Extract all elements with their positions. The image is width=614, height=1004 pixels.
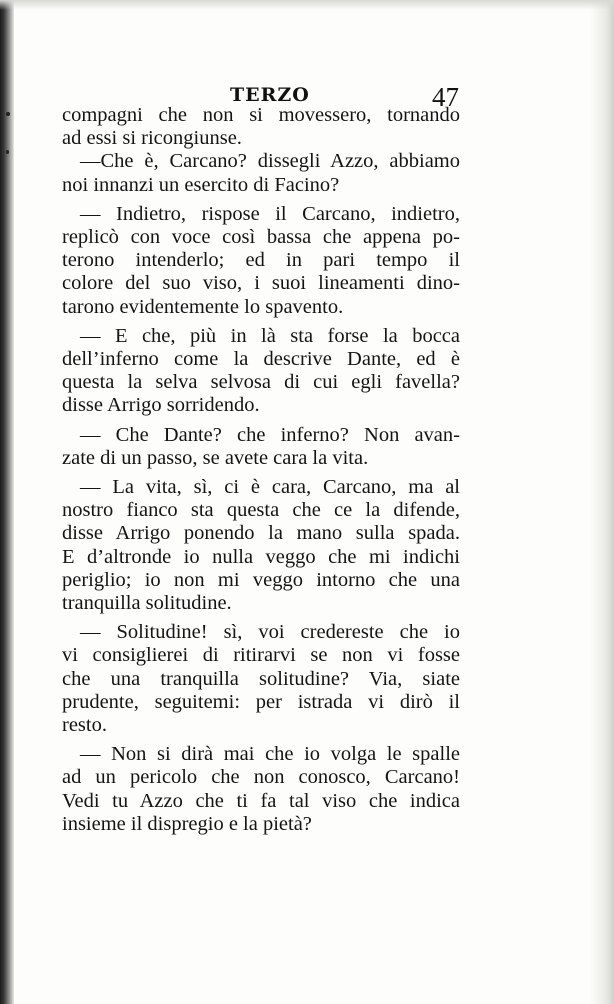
text-line: replicò con voce così bassa che appena po- (62, 226, 460, 249)
paragraph (62, 743, 460, 836)
text-line: ad un pericolo che non conosco, Carcano! (62, 766, 460, 789)
text-line: noi innanzi un esercito di Facino? (62, 173, 340, 196)
paragraph (62, 424, 460, 470)
text-line: periglio; io non mi veggo intorno che una (62, 568, 460, 591)
page-edge (590, 0, 614, 1004)
text-line: resto. (62, 714, 107, 737)
paragraph (62, 203, 460, 319)
text-line: — E che, più in là sta forse la bocca (80, 324, 460, 347)
text-line: E d’altronde io nulla veggo che mi indichi (62, 545, 460, 568)
text-line: insieme il dispregio e la pietà? (62, 812, 312, 835)
text-line: vi consiglierei di ritirarvi se non vi fosse (62, 644, 460, 667)
text-line: disse Arrigo sorridendo. (62, 394, 260, 417)
ink-mark (6, 112, 10, 116)
paragraph (62, 476, 460, 615)
page-number: 47 (432, 82, 459, 112)
text-line: — Non si dirà mai che io volga le spalle (80, 743, 460, 766)
text-line: ad essi si ricongiunse. (62, 127, 242, 150)
text-line: disse Arrigo ponendo la mano sulla spada. (62, 522, 460, 545)
running-head: TERZO (230, 84, 310, 106)
text-line: nostro fianco sta questa che ce la difende, (62, 499, 460, 522)
text-line: compagni che non si movessero, tornando (62, 104, 460, 126)
paragraph (62, 621, 460, 737)
text-line: terono intenderlo; ed in pari tempo il (62, 249, 460, 272)
text-line: tarono evidentemente lo spavento. (62, 295, 344, 318)
text-line: colore del suo viso, i suoi lineamenti dino- (62, 272, 460, 295)
paragraph (62, 150, 460, 196)
text-line: — Solitudine! sì, voi credereste che io (80, 621, 460, 644)
text-line: che una tranquilla solitudine? Via, siate (62, 667, 460, 690)
paragraph (62, 325, 460, 418)
text-line: prudente, seguitemi: per istrada vi dirò il (62, 690, 460, 713)
text-line: questa la selva selvosa di cui egli favella? (62, 371, 460, 394)
text-line: tranquilla solitudine. (62, 592, 232, 615)
text-line: dell’inferno come la descrive Dante, ed è (62, 348, 460, 371)
text-line: zate di un passo, se avete cara la vita. (62, 446, 369, 469)
paragraph (62, 104, 460, 150)
text-line: — Indietro, rispose il Carcano, indietro, (80, 202, 460, 225)
text-line: —Che è, Carcano? dissegli Azzo, abbiamo (80, 150, 460, 173)
ink-mark (6, 150, 9, 154)
body-text (62, 104, 460, 836)
text-line: — Che Dante? che inferno? Non avan- (80, 423, 460, 446)
text-line: Vedi tu Azzo che ti fa tal viso che indica (62, 789, 460, 812)
page-top-edge (0, 0, 614, 10)
text-line: — La vita, sì, ci è cara, Carcano, ma al (80, 476, 460, 499)
